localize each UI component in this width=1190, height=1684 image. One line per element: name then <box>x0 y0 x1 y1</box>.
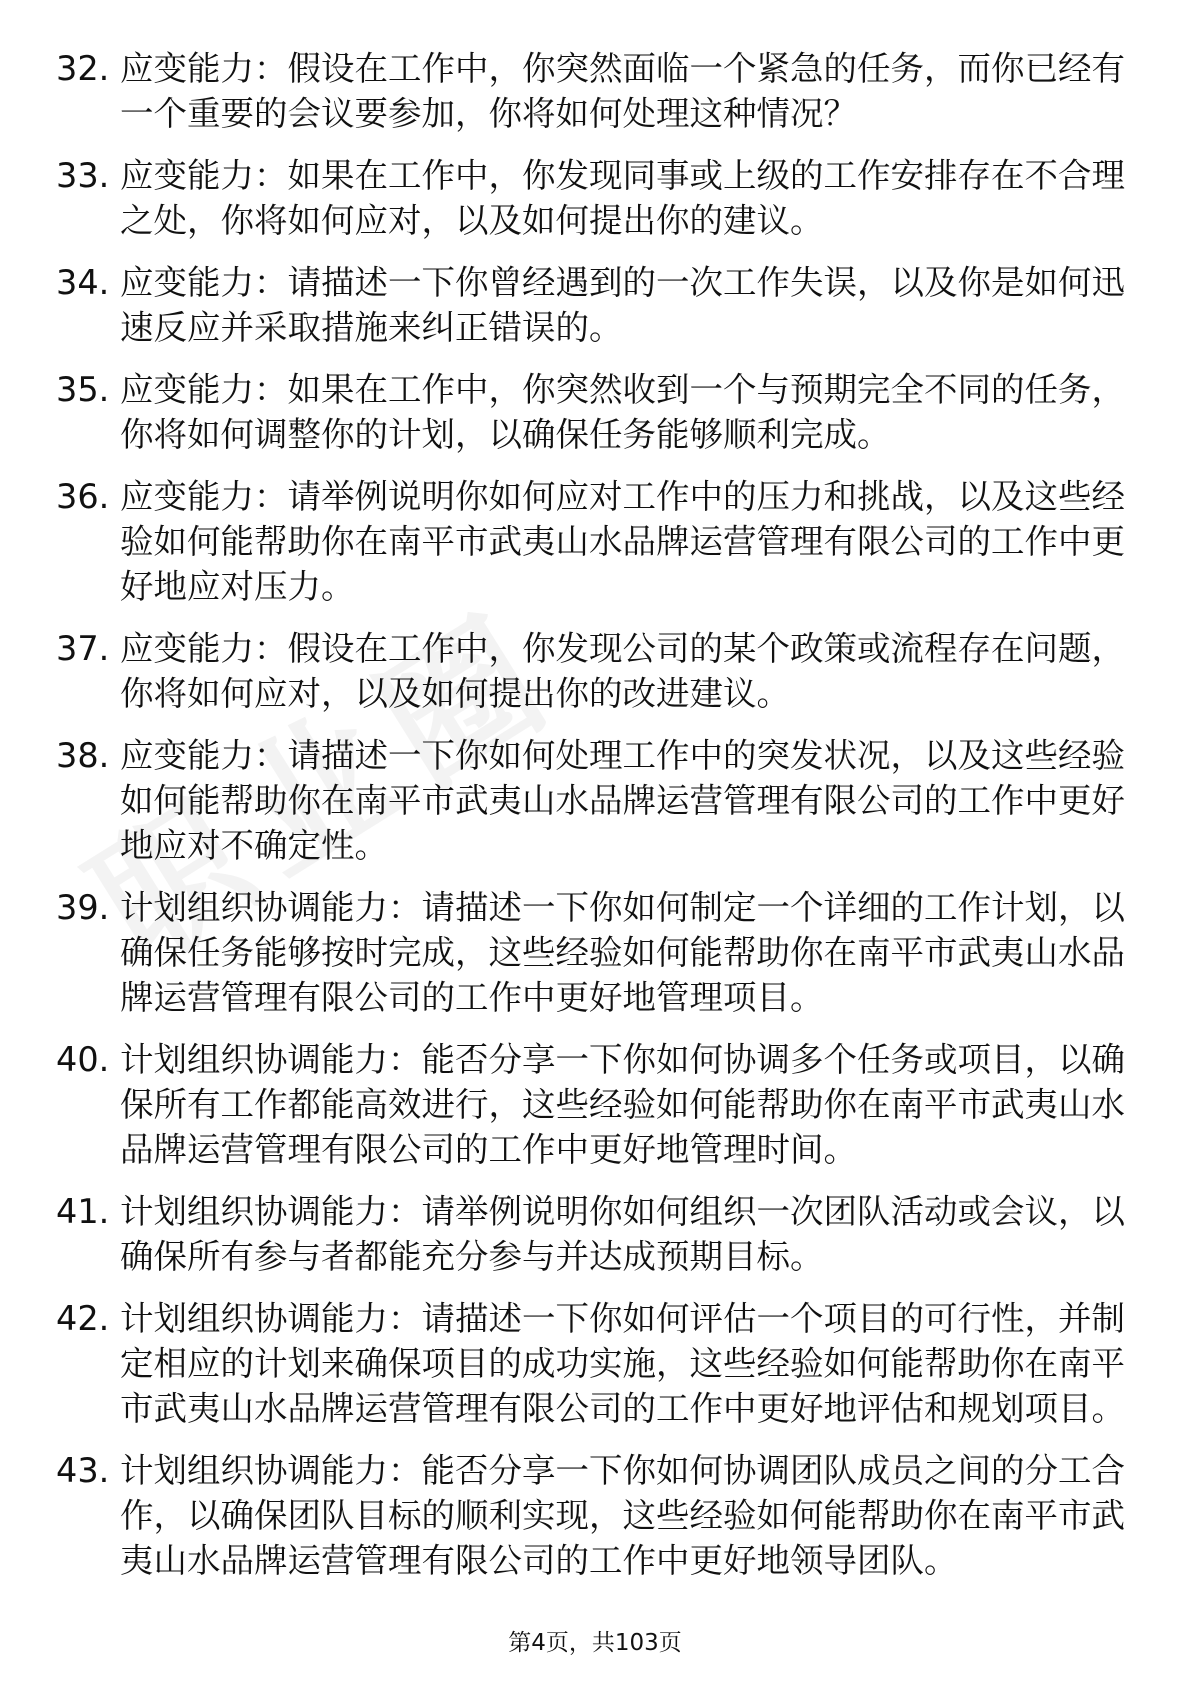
question-item <box>56 1448 1136 1583</box>
question-text: 计划组织协调能力：请描述一下你如何制定一个详细的工作计划，以确保任务能够按时完成，这些经验如何能帮助你在南平市武夷山水品牌运营管理有限公司的工作中更好地管理项目。 <box>120 888 1125 1017</box>
question-number: 41. <box>56 1192 110 1231</box>
question-number: 37. <box>56 629 110 668</box>
question-number: 42. <box>56 1299 110 1338</box>
question-text: 应变能力：请描述一下你如何处理工作中的突发状况，以及这些经验如何能帮助你在南平市武夷山水品牌运营管理有限公司的工作中更好地应对不确定性。 <box>120 736 1125 865</box>
question-item <box>56 474 1136 609</box>
question-text: 应变能力：假设在工作中，你发现公司的某个政策或流程存在问题，你将如何应对，以及如何提出你的改进建议。 <box>120 629 1125 713</box>
question-text: 应变能力：假设在工作中，你突然面临一个紧急的任务，而你已经有一个重要的会议要参加，你将如何处理这种情况？ <box>120 49 1125 133</box>
question-number: 43. <box>56 1451 110 1490</box>
question-number: 35. <box>56 370 110 409</box>
question-number: 40. <box>56 1040 110 1079</box>
question-item <box>56 153 1136 243</box>
question-number: 34. <box>56 263 110 302</box>
question-item <box>56 1037 1136 1172</box>
question-number: 32. <box>56 49 110 88</box>
question-item <box>56 367 1136 457</box>
question-number: 33. <box>56 156 110 195</box>
question-item <box>56 1296 1136 1431</box>
page-footer: 第4页，共103页 <box>508 1630 682 1656</box>
question-number: 38. <box>56 736 110 775</box>
question-item <box>56 626 1136 716</box>
question-list <box>56 46 1136 1600</box>
question-item <box>56 1189 1136 1279</box>
question-text: 应变能力：请举例说明你如何应对工作中的压力和挑战，以及这些经验如何能帮助你在南平市武夷山水品牌运营管理有限公司的工作中更好地应对压力。 <box>120 477 1125 606</box>
question-text: 计划组织协调能力：请描述一下你如何评估一个项目的可行性，并制定相应的计划来确保项目的成功实施，这些经验如何能帮助你在南平市武夷山水品牌运营管理有限公司的工作中更好地评估和规划项目。 <box>120 1299 1125 1428</box>
question-text: 应变能力：如果在工作中，你发现同事或上级的工作安排存在不合理之处，你将如何应对，以及如何提出你的建议。 <box>120 156 1125 240</box>
question-item <box>56 733 1136 868</box>
question-item <box>56 260 1136 350</box>
question-item <box>56 46 1136 136</box>
question-text: 计划组织协调能力：能否分享一下你如何协调团队成员之间的分工合作，以确保团队目标的顺利实现，这些经验如何能帮助你在南平市武夷山水品牌运营管理有限公司的工作中更好地领导团队。 <box>120 1451 1125 1580</box>
question-text: 应变能力：如果在工作中，你突然收到一个与预期完全不同的任务，你将如何调整你的计划，以确保任务能够顺利完成。 <box>120 370 1125 454</box>
question-text: 应变能力：请描述一下你曾经遇到的一次工作失误，以及你是如何迅速反应并采取措施来纠正错误的。 <box>120 263 1125 347</box>
question-text: 计划组织协调能力：能否分享一下你如何协调多个任务或项目，以确保所有工作都能高效进行，这些经验如何能帮助你在南平市武夷山水品牌运营管理有限公司的工作中更好地管理时间。 <box>120 1040 1125 1169</box>
question-number: 39. <box>56 888 110 927</box>
question-item <box>56 885 1136 1020</box>
question-text: 计划组织协调能力：请举例说明你如何组织一次团队活动或会议，以确保所有参与者都能充分参与并达成预期目标。 <box>120 1192 1125 1276</box>
question-number: 36. <box>56 477 110 516</box>
